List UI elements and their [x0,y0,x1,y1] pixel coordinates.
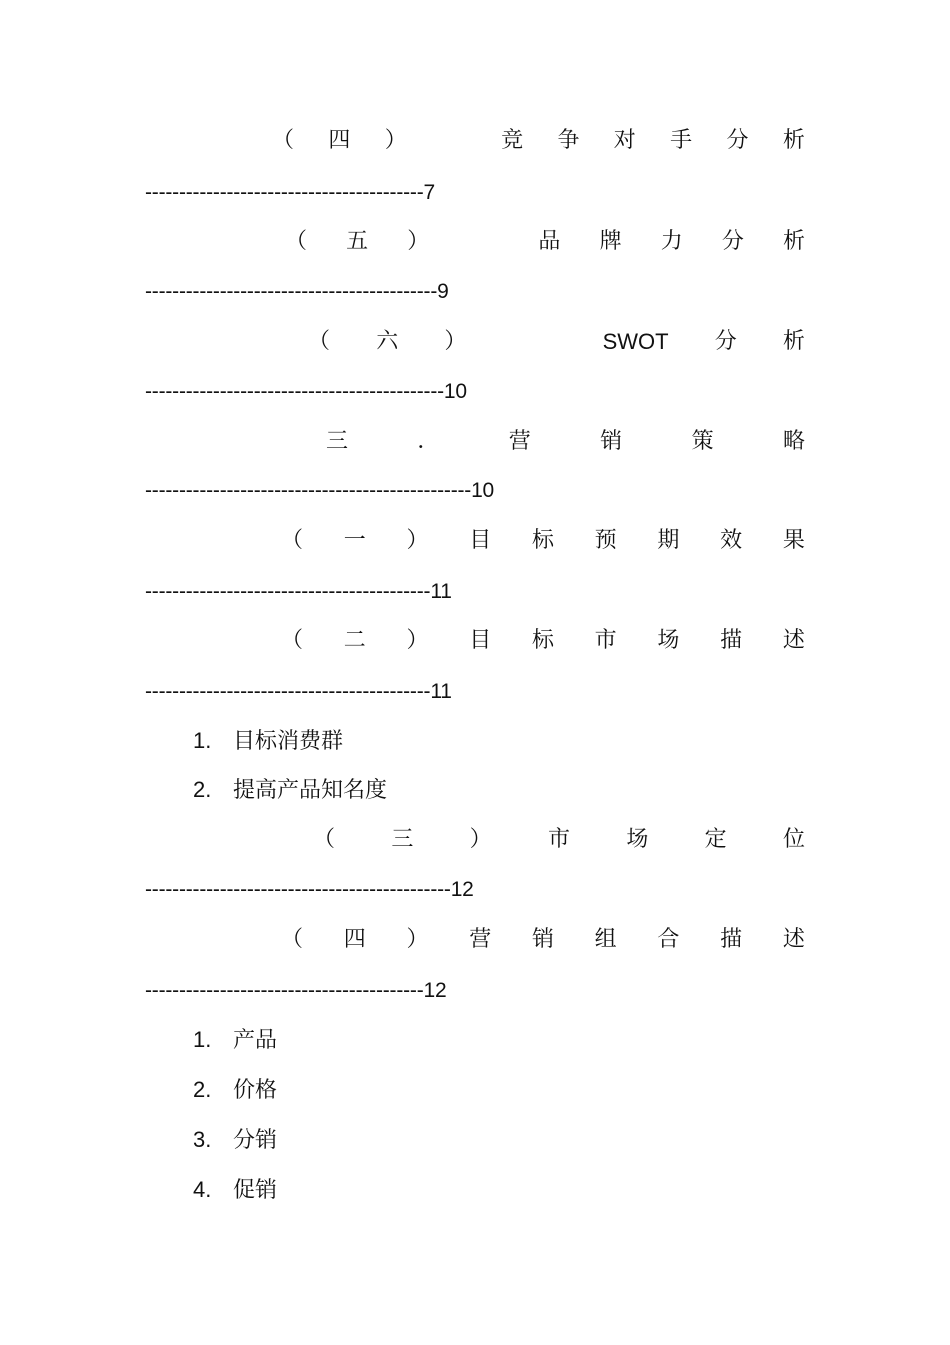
toc-leader-page-number: ------------------------------------------11 [145,680,452,703]
toc-subitem-label: 产品 [233,1028,278,1053]
toc-char: 述 [782,628,805,653]
toc-subitem [193,1126,277,1155]
toc-char: 牌 [599,229,622,254]
toc-heading-marketing-mix [281,926,805,954]
toc-leader-page-number: ---------------------------------------------12 [145,878,474,901]
toc-char: 营 [508,429,531,454]
toc-char: ． [417,429,440,454]
toc-char: （ [313,827,336,852]
toc-subitem-label: 价格 [233,1078,278,1103]
toc-heading-brand-analysis [285,228,805,256]
toc-heading-swot-analysis [308,328,805,356]
toc-char: 市 [594,628,617,653]
toc-char: 策 [691,429,714,454]
toc-char: ） [407,229,430,254]
toc-char: 销 [531,927,554,952]
toc-char: （ [281,628,304,653]
toc-char: 目 [469,628,492,653]
toc-char: 定 [704,827,727,852]
toc-char: 六 [376,329,399,354]
toc-char: 竞 [501,128,524,153]
toc-heading-expected-results [281,527,805,555]
toc-char: 一 [343,528,366,553]
toc-char: 场 [657,628,680,653]
toc-subitem-number: 1. [193,1027,212,1052]
toc-char: 分 [726,128,749,153]
toc-heading-competitor-analysis [272,127,805,155]
toc-char: 标 [531,628,554,653]
toc-char: ） [406,628,429,653]
toc-char: 析 [782,329,805,354]
toc-char: 销 [600,429,623,454]
toc-char: 品 [538,229,561,254]
toc-leader-page-number: ------------------------------------------11 [145,580,452,603]
toc-char: （ [281,927,304,952]
toc-char: SWOT [602,329,669,354]
toc-char: （ [272,128,295,153]
toc-char: 四 [328,128,351,153]
toc-char: 手 [670,128,693,153]
toc-char: 期 [657,528,680,553]
toc-heading-target-market [281,627,805,655]
toc-leader-page-number: -----------------------------------------7 [145,181,435,204]
toc-char: ） [444,329,467,354]
toc-char: 标 [531,528,554,553]
toc-leader-page-number: -----------------------------------------12 [145,979,447,1002]
toc-subitem-label: 分销 [233,1128,278,1153]
toc-char: 合 [657,927,680,952]
toc-char: 市 [547,827,570,852]
toc-char: 目 [469,528,492,553]
toc-char: 场 [626,827,649,852]
toc-char: 析 [782,128,805,153]
toc-char: ） [406,528,429,553]
toc-subitem-number: 1. [193,728,212,753]
toc-subitem-number: 4. [193,1177,212,1202]
toc-char: 描 [720,628,743,653]
toc-char: 果 [782,528,805,553]
toc-heading-market-positioning [313,826,805,854]
toc-subitem [193,776,387,805]
toc-char: 对 [613,128,636,153]
toc-char: 位 [782,827,805,852]
toc-char: 预 [594,528,617,553]
toc-char: 营 [469,927,492,952]
toc-char: 力 [660,229,683,254]
toc-subitem-label: 提高产品知名度 [233,778,388,803]
toc-subitem-number: 3. [193,1127,212,1152]
toc-char: 述 [782,927,805,952]
toc-char: 组 [594,927,617,952]
toc-char: 五 [346,229,369,254]
toc-leader-page-number: -------------------------------------------9 [145,280,449,303]
toc-char: 略 [782,429,805,454]
toc-subitem [193,1076,277,1105]
toc-char: ） [384,128,407,153]
toc-char: （ [285,229,308,254]
toc-char: ） [469,827,492,852]
toc-subitem-number: 2. [193,1077,212,1102]
toc-char: 争 [557,128,580,153]
toc-subitem [193,727,343,756]
toc-subitem-label: 目标消费群 [233,729,344,754]
toc-char: ） [406,927,429,952]
toc-char: 三 [326,429,349,454]
toc-subitem [193,1026,277,1055]
toc-subitem-number: 2. [193,777,212,802]
toc-char: 三 [391,827,414,852]
toc-heading-marketing-strategy [326,428,805,456]
toc-char: （ [308,329,331,354]
toc-char: 二 [343,628,366,653]
toc-subitem-label: 促销 [233,1178,278,1203]
toc-char: 分 [714,329,737,354]
toc-subitem [193,1176,277,1205]
toc-char: （ [281,528,304,553]
toc-char: 四 [343,927,366,952]
toc-char: 效 [720,528,743,553]
toc-char: 分 [721,229,744,254]
toc-leader-page-number: --------------------------------------------10 [145,380,467,403]
toc-char: 描 [720,927,743,952]
toc-leader-page-number: ------------------------------------------------10 [145,479,495,502]
toc-char: 析 [782,229,805,254]
